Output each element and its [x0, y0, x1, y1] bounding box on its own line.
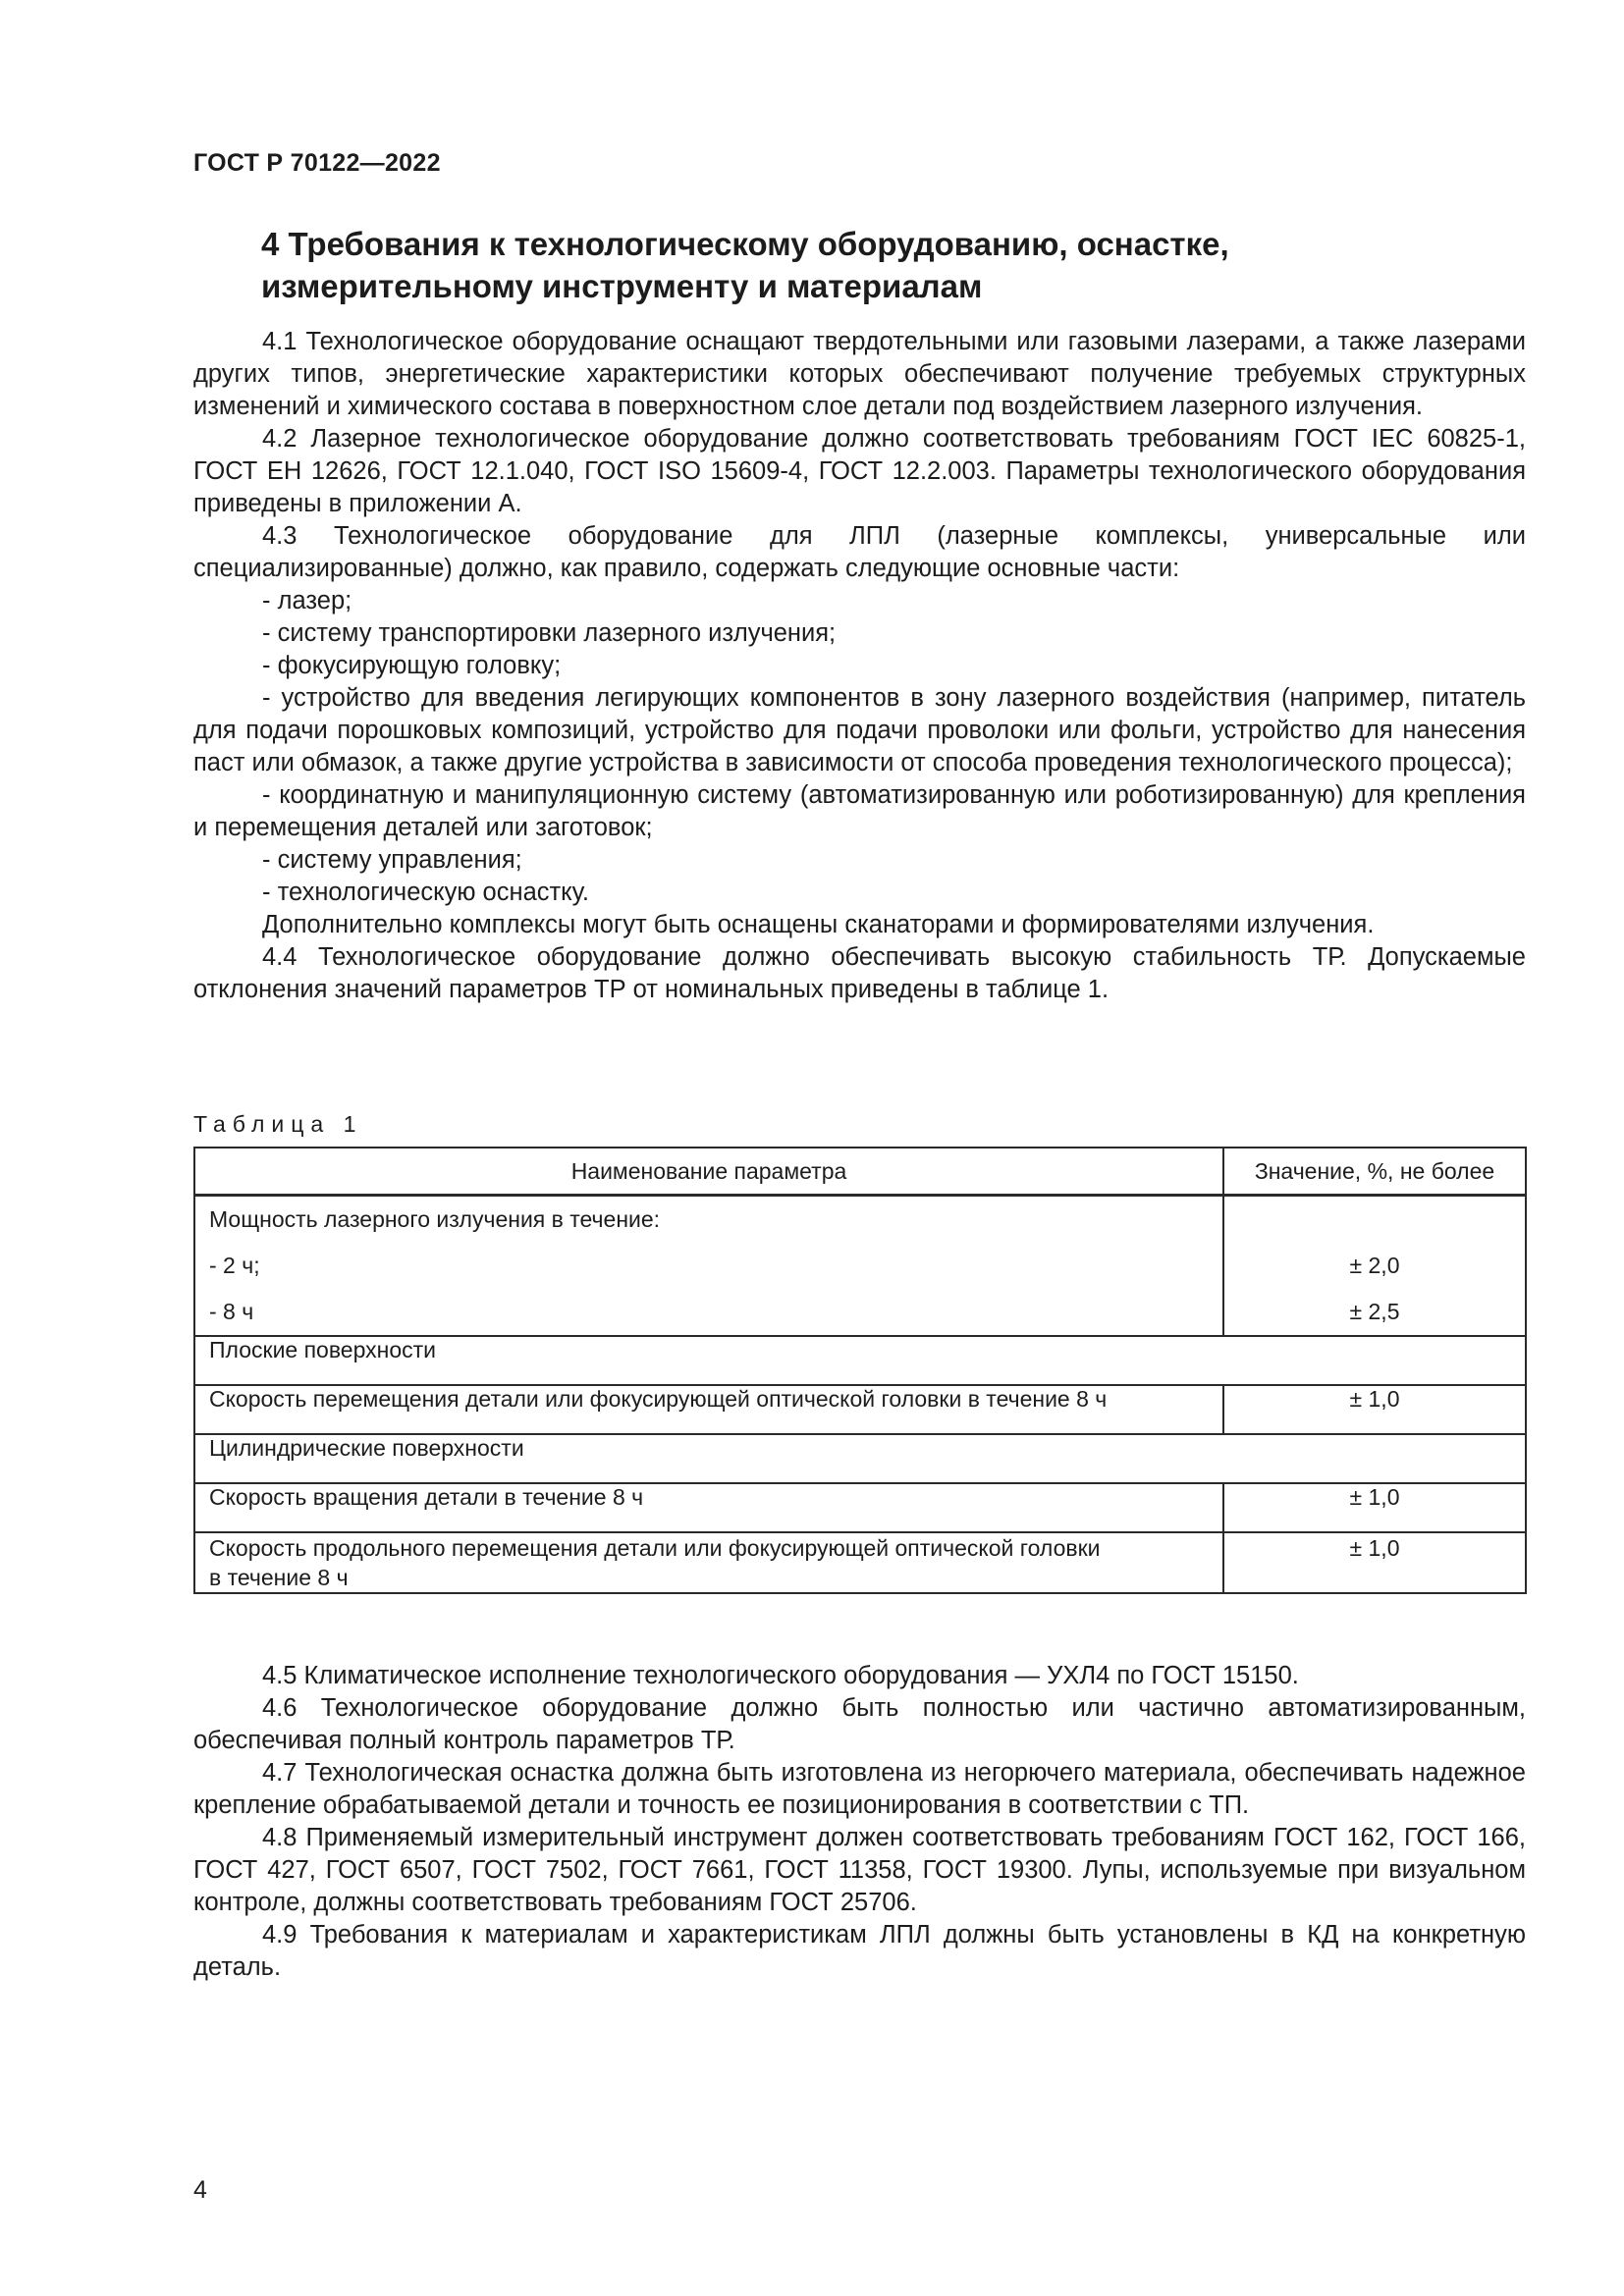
list-item: - систему транспортировки лазерного излучения;: [262, 619, 837, 647]
list-item: - технологическую оснастку.: [262, 879, 589, 906]
paragraph-4-3: 4.3 Технологическое оборудование для ЛПЛ (лазерные комплексы, универсальные или специализированные) должно, как правило, содержать следующие основные части:: [193, 522, 1526, 582]
rotation-value: ± 1,0: [1223, 1483, 1526, 1532]
section-title-line-2: измерительному инструменту и материалам: [261, 268, 983, 304]
paragraph-4-2: 4.2 Лазерное технологическое оборудование должно соответствовать требованиям ГОСТ IEC 60825-1, ГОСТ ЕН 12626, ГОСТ 12.1.040, ГОСТ ISO 15609-4, ГОСТ 12.2.003. Параметры технологического оборудования приведены в приложении А.: [193, 425, 1526, 517]
power-value-2h: ± 2,0: [1349, 1253, 1400, 1278]
paragraph-4-8: 4.8 Применяемый измерительный инструмент должен соответствовать требованиям ГОСТ 162, ГОСТ 166, ГОСТ 427, ГОСТ 6507, ГОСТ 7502, ГОСТ 7661, ГОСТ 11358, ГОСТ 19300. Лупы, используемые при визуальном контроле, должны соответствовать требованиям ГОСТ 25706.: [193, 1824, 1526, 1916]
table-row: [194, 1532, 1526, 1593]
table-row: [194, 1385, 1526, 1434]
parameters-table: [193, 1147, 1527, 1594]
power-values-cell: [1223, 1196, 1526, 1337]
cyl-section-label: Цилиндрические поверхности: [194, 1434, 1526, 1483]
section-title: [261, 223, 1538, 307]
list-item: - лазер;: [262, 587, 352, 614]
list-item: - координатную и манипуляционную систему (автоматизированную или роботизированную) для крепления и перемещения деталей или заготовок;: [193, 781, 1526, 841]
table-section-row: [194, 1336, 1526, 1385]
rotation-label: Скорость вращения детали в течение 8 ч: [194, 1483, 1223, 1532]
flat-speed-value: ± 1,0: [1223, 1385, 1526, 1434]
longitudinal-label: [194, 1532, 1223, 1593]
power-item-2h: - 2 ч;: [209, 1253, 260, 1278]
paragraph-additional: Дополнительно комплексы могут быть оснащены сканаторами и формирователями излучения.: [262, 911, 1375, 938]
header-value: Значение, %, не более: [1223, 1148, 1526, 1196]
power-value-8h: ± 2,5: [1349, 1299, 1400, 1324]
table-row: [194, 1196, 1526, 1337]
longitudinal-value: ± 1,0: [1223, 1532, 1526, 1593]
page-number: 4: [193, 2176, 207, 2204]
paragraph-4-7: 4.7 Технологическая оснастка должна быть изготовлена из негорючего материала, обеспечивать надежное крепление обрабатываемой детали и точность ее позиционирования в соответствии с ТП.: [193, 1759, 1526, 1819]
paragraph-4-5: 4.5 Климатическое исполнение технологического оборудования — УХЛ4 по ГОСТ 15150.: [262, 1662, 1299, 1689]
table-header-row: [194, 1148, 1526, 1196]
power-item-8h: - 8 ч: [209, 1299, 254, 1324]
section-title-line-1: 4 Требования к технологическому оборудованию, оснастке,: [261, 226, 1229, 262]
longitudinal-label-line-2: в течение 8 ч: [209, 1565, 349, 1590]
longitudinal-label-line-1: Скорость продольного перемещения детали или фокусирующей оптической головки: [209, 1535, 1101, 1561]
paragraph-4-4: 4.4 Технологическое оборудование должно обеспечивать высокую стабильность ТР. Допускаемые отклонения значений параметров ТР от номинальных приведены в таблице 1.: [193, 943, 1526, 1003]
paragraph-4-9: 4.9 Требования к материалам и характеристикам ЛПЛ должны быть установлены в КД на конкретную деталь.: [193, 1921, 1526, 1981]
list-item: - устройство для введения легирующих компонентов в зону лазерного воздействия (например, питатель для подачи порошковых композиций, устройство для подачи проволоки или фольги, устройство для нанесения паст или обмазок, а также другие устройства в зависимости от способа проведения технологического процесса);: [193, 684, 1526, 776]
flat-section-label: Плоские поверхности: [194, 1336, 1526, 1385]
body-before-table: [193, 326, 1526, 1006]
power-label: Мощность лазерного излучения в течение:: [209, 1206, 661, 1232]
paragraph-4-6: 4.6 Технологическое оборудование должно быть полностью или частично автоматизированным, обеспечивая полный контроль параметров ТР.: [193, 1694, 1526, 1754]
power-cell: [194, 1196, 1223, 1337]
list-item: - систему управления;: [262, 846, 522, 874]
paragraph-4-1: 4.1 Технологическое оборудование оснащают твердотельными или газовыми лазерами, а также лазерами других типов, энергетические характеристики которых обеспечивают получение требуемых структурных изменений и химического состава в поверхностном слое детали под воздействием лазерного излучения.: [193, 328, 1526, 420]
flat-speed-label: Скорость перемещения детали или фокусирующей оптической головки в течение 8 ч: [194, 1385, 1223, 1434]
list-item: - фокусирующую головку;: [262, 652, 562, 679]
header-param: Наименование параметра: [194, 1148, 1223, 1196]
document-code: ГОСТ Р 70122—2022: [193, 149, 441, 177]
table-row: [194, 1483, 1526, 1532]
table-section-row: [194, 1434, 1526, 1483]
table-caption: Таблица 1: [193, 1111, 363, 1137]
body-after-table: [193, 1660, 1526, 1984]
